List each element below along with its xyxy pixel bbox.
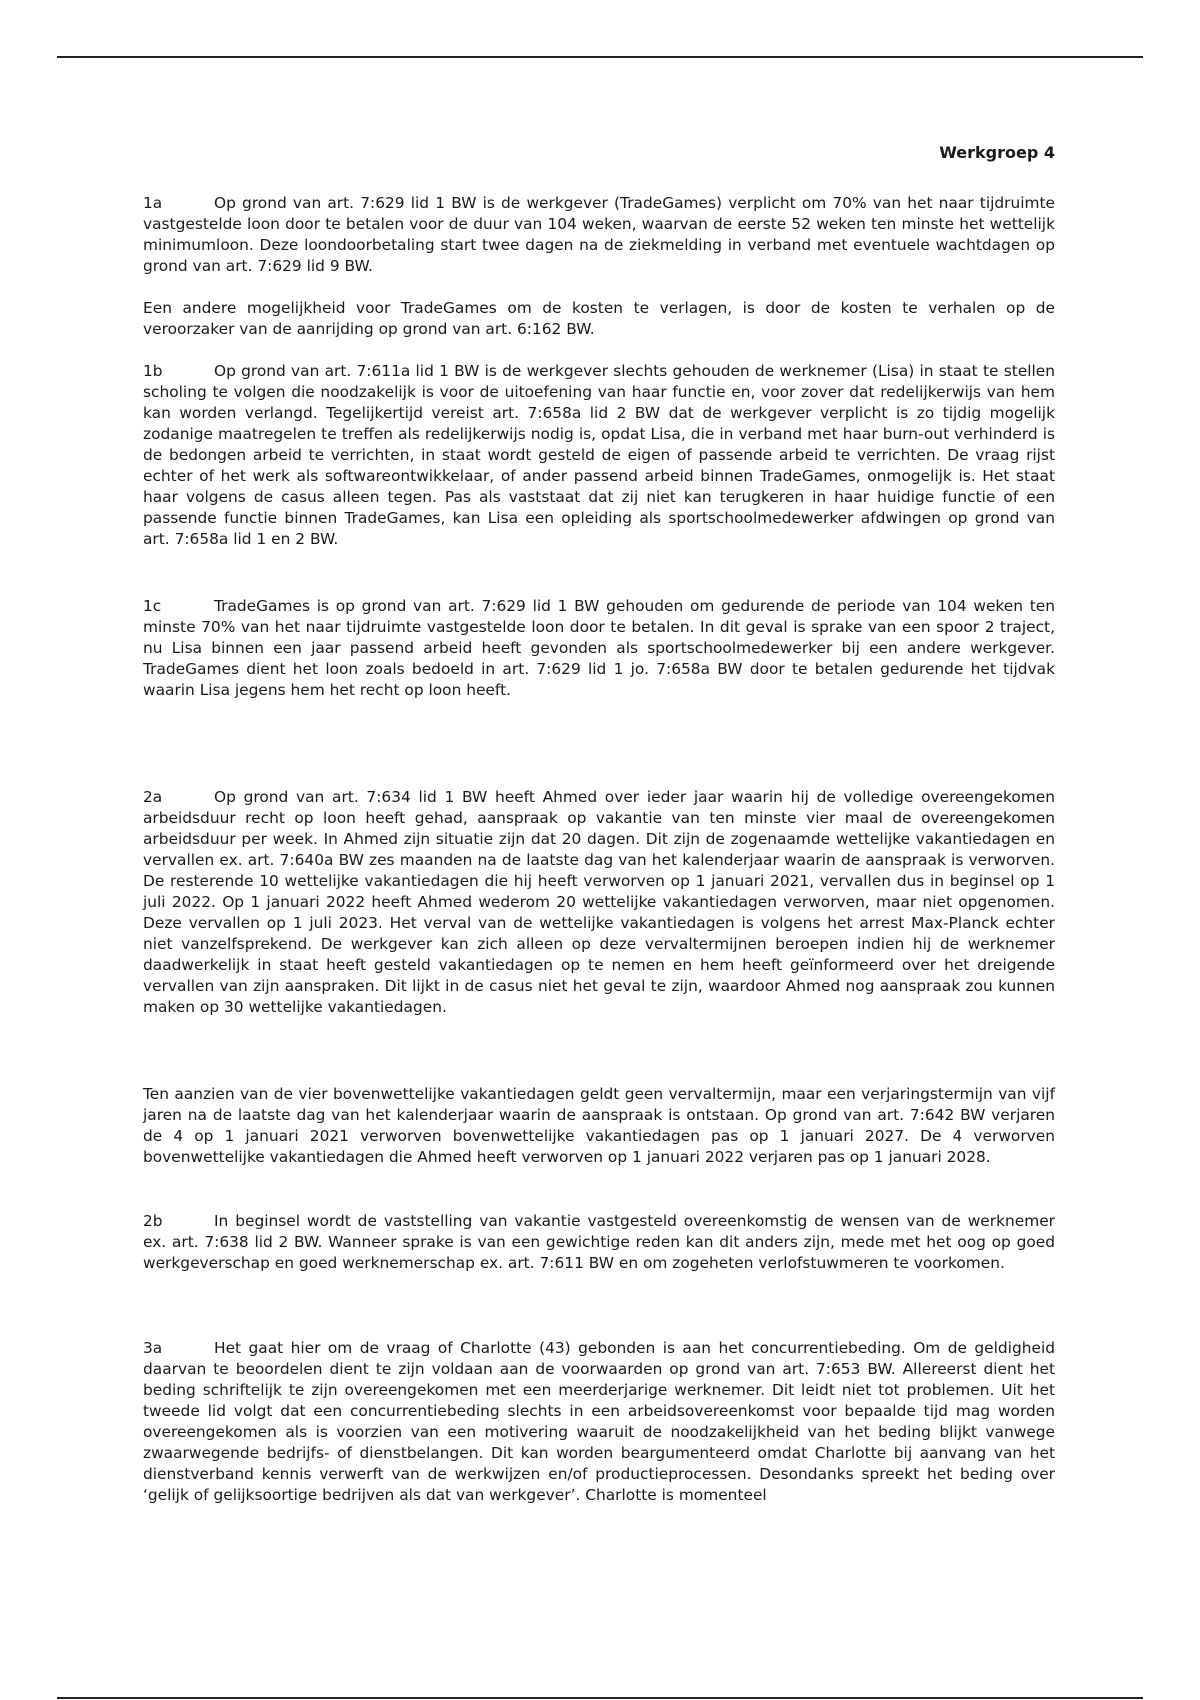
paragraph-2b bbox=[143, 1211, 1055, 1274]
paragraph-3a bbox=[143, 1338, 1055, 1506]
header-rule bbox=[57, 56, 1143, 58]
paragraph-2a bbox=[143, 787, 1055, 1018]
footer-rule bbox=[57, 1697, 1143, 1699]
paragraph-1c bbox=[143, 596, 1055, 701]
paragraph-text: Op grond van art. 7:629 lid 1 BW is de werkgever (TradeGames) verplicht om 70% van het naar tijdruimte vastgestelde loon door te betalen voor de duur van 104 weken, waarvan de eerste 52 weken ten minste het wettelijk minimumloon. Deze loondoorbetaling start twee dagen na de ziekmelding in verband met eventuele wachtdagen op grond van art. 7:629 lid 9 BW. bbox=[143, 194, 1055, 275]
paragraph-text: Het gaat hier om de vraag of Charlotte (43) gebonden is aan het concurrentiebeding. Om de geldigheid daarvan te beoordelen dient te zijn voldaan aan de voorwaarden op grond van art. 7:653 BW. Allereerst dient het beding schriftelijk te zijn overeengekomen met een meerderjarige werknemer. Dit leidt niet tot problemen. Uit het tweede lid volgt dat een concurrentiebeding slechts in een arbeidsovereenkomst voor bepaalde tijd mag worden overeengekomen als is voorzien van een motivering waaruit de noodzakelijkheid van het beding blijkt vanwege zwaarwegende bedrijfs- of dienstbelangen. Dit kan worden beargumenteerd omdat Charlotte bij aanvang van het dienstverband kennis verwerft van de werkwijzen en/of productieprocessen. Desondanks spreekt het beding over ‘gelijk of gelijksoortige bedrijven als dat van werkgever’. Charlotte is momenteel bbox=[143, 1339, 1055, 1504]
paragraph-number: 1a bbox=[143, 194, 163, 212]
paragraph-number: 1b bbox=[143, 362, 163, 380]
paragraph-number: 2a bbox=[143, 788, 163, 806]
paragraph-text: Ten aanzien van de vier bovenwettelijke vakantiedagen geldt geen vervaltermijn, maar een verjaringstermijn van vijf jaren na de laatste dag van het kalenderjaar waarin de aanspraak is ontstaan. Op grond van art. 7:642 BW verjaren de 4 op 1 januari 2021 verworven bovenwettelijke vakantiedagen pas op 1 januari 2027. De 4 verworven bovenwettelijke vakantiedagen die Ahmed heeft verworven op 1 januari 2022 verjaren pas op 1 januari 2028. bbox=[143, 1085, 1055, 1166]
page-title: Werkgroep 4 bbox=[939, 143, 1055, 162]
paragraph-1a bbox=[143, 193, 1055, 277]
paragraph-text: Op grond van art. 7:611a lid 1 BW is de werkgever slechts gehouden de werknemer (Lisa) in staat te stellen scholing te volgen die noodzakelijk is voor de uitoefening van haar functie en, voor zover dat redelijkerwijs van hem kan worden verlangd. Tegelijkertijd vereist art. 7:658a lid 2 BW dat de werkgever verplicht is zo tijdig mogelijk zodanige maatregelen te treffen als redelijkerwijs nodig is, opdat Lisa, die in verband met haar burn-out verhinderd is de bedongen arbeid te verrichten, in staat wordt gesteld de eigen of passende arbeid te verrichten. De vraag rijst echter of het werk als softwareontwikkelaar, of ander passend arbeid binnen TradeGames, onmogelijk is. Het staat haar volgens de casus alleen tegen. Pas als vaststaat dat zij niet kan terugkeren in haar huidige functie of een passende functie binnen TradeGames, kan Lisa een opleiding als sportschoolmedewerker afdwingen op grond van art. 7:658a lid 1 en 2 BW. bbox=[143, 362, 1055, 548]
paragraph-number: 3a bbox=[143, 1339, 163, 1357]
paragraph-2a-continued bbox=[143, 1084, 1055, 1168]
paragraph-1a-continued bbox=[143, 298, 1055, 340]
paragraph-text: Op grond van art. 7:634 lid 1 BW heeft Ahmed over ieder jaar waarin hij de volledige overeengekomen arbeidsduur recht op loon heeft gehad, aanspraak op vakantie van ten minste vier maal de overeengekomen arbeidsduur per week. In Ahmed zijn situatie zijn dat 20 dagen. Dit zijn de zogenaamde wettelijke vakantiedagen en vervallen ex. art. 7:640a BW zes maanden na de laatste dag van het kalenderjaar waarin de aanspraak is verworven. De resterende 10 wettelijke vakantiedagen die hij heeft verworven op 1 januari 2021, vervallen dus in beginsel op 1 juli 2022. Op 1 januari 2022 heeft Ahmed wederom 20 wettelijke vakantiedagen verworven, maar niet opgenomen. Deze vervallen op 1 juli 2023. Het verval van de wettelijke vakantiedagen is volgens het arrest Max-Planck echter niet vanzelfsprekend. De werkgever kan zich alleen op deze vervaltermijnen beroepen indien hij de werknemer daadwerkelijk in staat heeft gesteld vakantiedagen op te nemen en hem heeft geïnformeerd over het dreigende vervallen van zijn aanspraken. Dit lijkt in de casus niet het geval te zijn, waardoor Ahmed nog aanspraak zou kunnen maken op 30 wettelijke vakantiedagen. bbox=[143, 788, 1055, 1016]
paragraph-1b bbox=[143, 361, 1055, 550]
paragraph-number: 2b bbox=[143, 1212, 163, 1230]
paragraph-text: Een andere mogelijkheid voor TradeGames om de kosten te verlagen, is door de kosten te verhalen op de veroorzaker van de aanrijding op grond van art. 6:162 BW. bbox=[143, 299, 1055, 338]
paragraph-text: TradeGames is op grond van art. 7:629 lid 1 BW gehouden om gedurende de periode van 104 weken ten minste 70% van het naar tijdruimte vastgestelde loon door te betalen. In dit geval is sprake van een spoor 2 traject, nu Lisa binnen een jaar passend arbeid heeft gevonden als sportschoolmedewerker bij een andere werkgever. TradeGames dient het loon zoals bedoeld in art. 7:629 lid 1 jo. 7:658a BW door te betalen gedurende het tijdvak waarin Lisa jegens hem het recht op loon heeft. bbox=[143, 597, 1055, 699]
paragraph-text: In beginsel wordt de vaststelling van vakantie vastgesteld overeenkomstig de wensen van de werknemer ex. art. 7:638 lid 2 BW. Wanneer sprake is van een gewichtige reden kan dit anders zijn, mede met het oog op goed werkgeverschap en goed werknemerschap ex. art. 7:611 BW en om zogeheten verlofstuwmeren te voorkomen. bbox=[143, 1212, 1055, 1272]
paragraph-number: 1c bbox=[143, 597, 162, 615]
